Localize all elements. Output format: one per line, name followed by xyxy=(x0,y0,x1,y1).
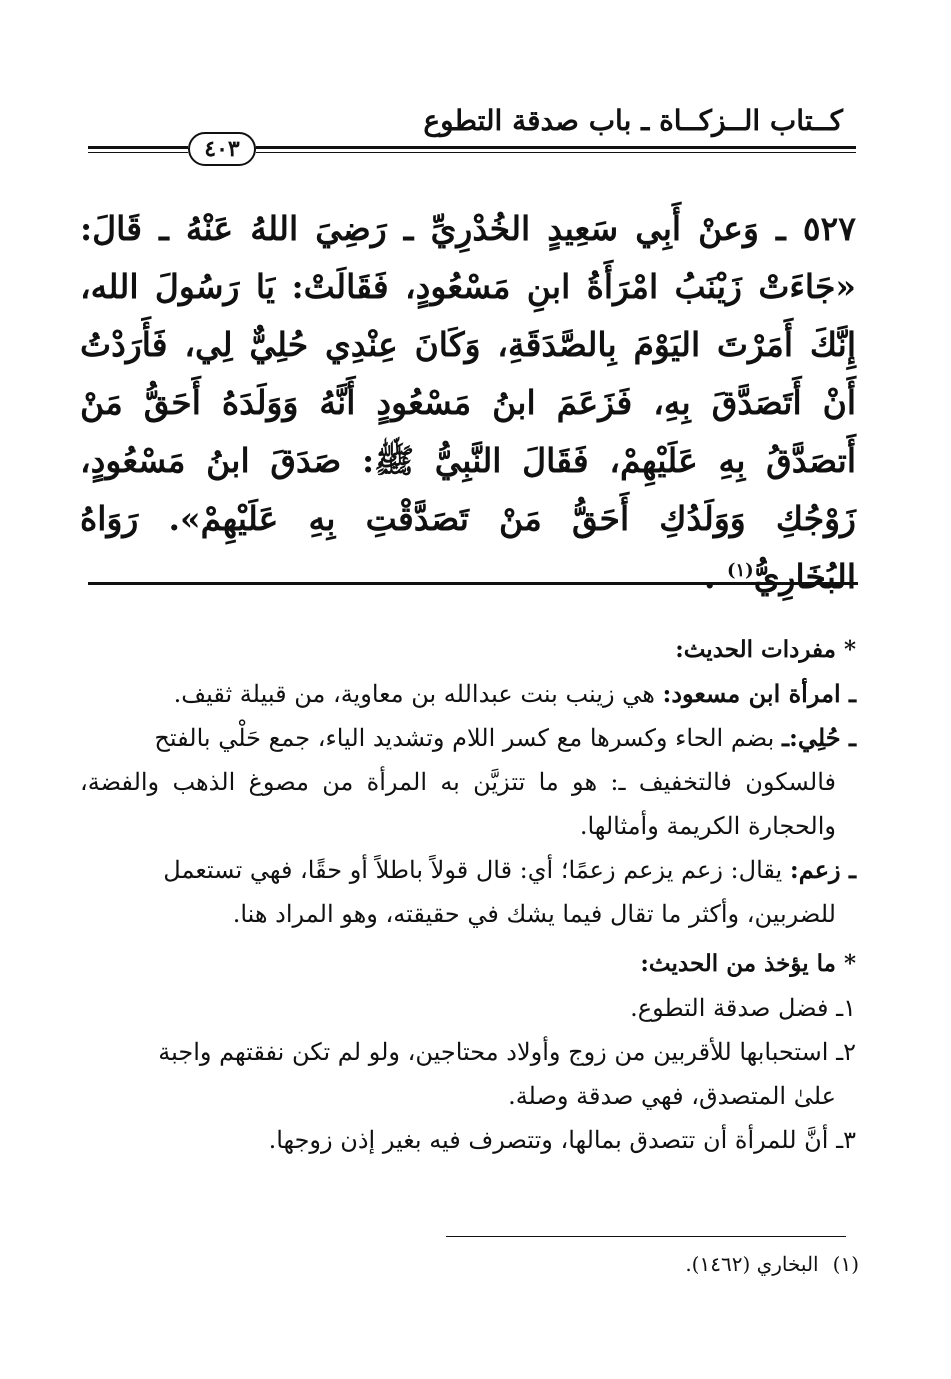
vocab-item xyxy=(80,716,856,760)
vocab-term: ـ زعم: xyxy=(789,855,856,884)
vocab-term: ـ امرأة ابن مسعود: xyxy=(662,679,856,708)
footnote-reference: (١) xyxy=(726,560,754,581)
vocab-definition: فالسكون فالتخفيف ـ: هو ما تتزيَّن به المرأة من مصوغ الذهب والفضة، والحجارة الكريمة وأمثالها. xyxy=(80,768,836,840)
vocab-definition: للضربين، وأكثر ما تقال فيما يشك في حقيقته، وهو المراد هنا. xyxy=(232,900,836,928)
vocab-definition: بضم الحاء وكسرها مع كسر اللام وتشديد الياء، جمع حَلْي بالفتح xyxy=(154,724,775,752)
vocab-item xyxy=(80,672,856,716)
vocab-term: ـ حُلِي:ـ xyxy=(781,723,856,752)
footnote-rule xyxy=(446,1236,846,1237)
lesson-item-continued: علىٰ المتصدق، فهي صدقة وصلة. xyxy=(508,1082,836,1110)
vocab-definition: يقال: زعم يزعم زعمًا؛ أي: قال قولاً باطلاً أو حقًا، فهي تستعمل xyxy=(163,856,783,884)
vocab-item-continued xyxy=(80,892,856,936)
header-rule-right xyxy=(256,146,856,153)
vocab-item-continued xyxy=(80,760,856,848)
vocab-definition: هي زينب بنت عبدالله بن معاوية، من قبيلة ثقيف. xyxy=(173,680,655,708)
hadith-end-mark: . xyxy=(703,557,716,596)
header-rule-left xyxy=(88,146,188,153)
hadith-body: «جَاءَتْ زَيْنَبُ امْرَأَةُ ابنِ مَسْعُودٍ، فَقَالَتْ: يَا رَسُولَ الله، إِنَّكَ أَمَرْتَ اليَوْمَ بِالصَّدَقَةِ، وَكَانَ عِنْدِي حُلِيٌّ لِي، فَأَرَدْتُ أَنْ أَتَصَدَّقَ بِهِ، فَزَعَمَ ابنُ مَسْعُودٍ أَنَّهُ وَوَلَدَهُ أَحَقُّ مَنْ أَتصَدَّقُ بِهِ عَلَيْهِمْ، فَقَالَ النَّبِيُّ ﷺ: صَدَقَ ابنُ مَسْعُودٍ، زَوْجُكِ وَوَلَدُكِ أَحَقُّ مَنْ تَصَدَّقْتِ بِهِ عَلَيْهِمْ». رَوَاهُ البُخَارِيُّ xyxy=(80,267,856,596)
section-divider xyxy=(88,582,858,585)
hadith-number: ٥٢٧ xyxy=(802,209,856,248)
vocab-item xyxy=(80,848,856,892)
page-number: ٤٠٣ xyxy=(188,132,256,166)
hadith-text xyxy=(80,200,856,606)
footnote-text: البخاري (١٤٦٢). xyxy=(685,1252,819,1276)
vocab-heading: * مفردات الحديث: xyxy=(675,636,856,663)
footnote-marker: (١) xyxy=(832,1252,859,1276)
lessons-heading: * ما يؤخذ من الحديث: xyxy=(640,950,856,977)
hadith-narrator-line: ـ وَعنْ أَبِي سَعِيدٍ الخُدْرِيِّ ـ رَضِيَ اللهُ عَنْهُ ـ قَالَ: xyxy=(80,209,786,248)
lesson-item: ١ـ فضل صدقة التطوع. xyxy=(630,994,856,1022)
lesson-item: ٢ـ استحبابها للأقربين من زوج وأولاد محتاجين، ولو لم تكن نفقتهم واجبة xyxy=(158,1038,856,1066)
footnote xyxy=(685,1252,859,1276)
notes-section xyxy=(80,628,856,1162)
lesson-item: ٣ـ أنَّ للمرأة أن تتصدق بمالها، وتتصرف فيه بغير إذن زوجها. xyxy=(268,1126,856,1154)
running-title: كــتاب الــزكــاة ـ باب صدقة التطوع xyxy=(423,104,843,137)
